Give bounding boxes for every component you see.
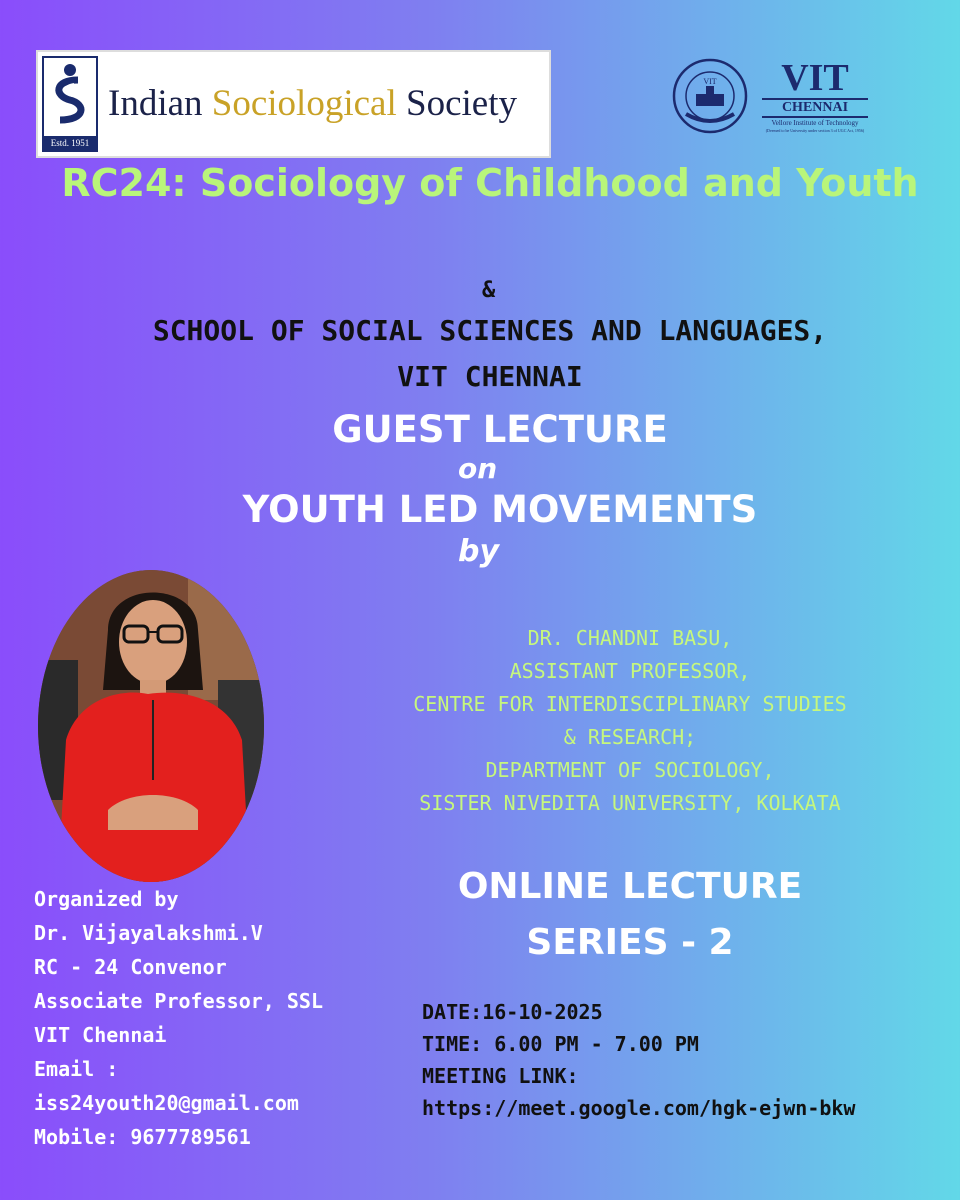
vit-full-name: Vellore Institute of Technology: [771, 119, 859, 127]
speaker-details: [360, 622, 900, 820]
series-heading-1: ONLINE LECTURE: [457, 866, 803, 907]
vit-sub-text: (Deemed to be University under section 3 of UGC Act, 1956): [765, 128, 865, 133]
iss-name: [108, 82, 517, 125]
meeting-link[interactable]: https://meet.google.com/hgk-ejwn-bkw: [422, 1096, 856, 1120]
organizer-mobile: Mobile: 9677789561: [34, 1125, 251, 1149]
event-details: [422, 996, 855, 1124]
rc-title: RC24: Sociology of Childhood and Youth: [61, 161, 919, 205]
speaker-centre: CENTRE FOR INTERDISCIPLINARY STUDIES: [413, 692, 847, 716]
iss-figure-icon: [44, 58, 96, 136]
organizer-heading: Organized by: [34, 887, 179, 911]
speaker-photo: [38, 570, 264, 882]
vit-logo: [672, 58, 872, 140]
guest-lecture-heading: GUEST LECTURE: [332, 408, 668, 451]
by-label: by: [458, 534, 500, 569]
event-date: DATE:16-10-2025: [422, 1000, 603, 1024]
topic-heading: YOUTH LED MOVEMENTS: [242, 488, 758, 531]
iss-name-part2: Sociological: [211, 83, 397, 124]
iss-name-part3: Society: [396, 83, 517, 124]
school-line-2: VIT CHENNAI: [397, 360, 583, 393]
speaker-department: DEPARTMENT OF SOCIOLOGY,: [485, 758, 775, 782]
organizer-role: RC - 24 Convenor: [34, 955, 227, 979]
iss-logo: [36, 50, 551, 158]
organizer-email[interactable]: iss24youth20@gmail.com: [34, 1091, 299, 1115]
ampersand: &: [482, 278, 496, 303]
vit-city-text: CHENNAI: [762, 98, 868, 118]
vit-seal-icon: [672, 58, 748, 134]
school-line-1: SCHOOL OF SOCIAL SCIENCES AND LANGUAGES,: [152, 314, 828, 347]
speaker-title: ASSISTANT PROFESSOR,: [509, 659, 751, 683]
speaker-university: SISTER NIVEDITA UNIVERSITY, KOLKATA: [419, 791, 841, 815]
organizer-institution: VIT Chennai: [34, 1023, 167, 1047]
organizer-position: Associate Professor, SSL: [34, 989, 323, 1013]
speaker-name: DR. CHANDNI BASU,: [527, 626, 733, 650]
vit-wordmark: [756, 58, 874, 134]
organizer-details: [34, 882, 323, 1154]
iss-emblem-icon: [42, 56, 98, 152]
meeting-link-label: MEETING LINK:: [422, 1064, 579, 1088]
series-heading-2: SERIES - 2: [526, 922, 734, 963]
vit-seal-label: VIT: [703, 77, 717, 86]
organizer-email-label: Email :: [34, 1057, 119, 1081]
speaker-portrait-icon: [38, 570, 264, 882]
speaker-centre-cont: & RESEARCH;: [563, 725, 697, 749]
event-time: TIME: 6.00 PM - 7.00 PM: [422, 1032, 699, 1056]
iss-estd-label: Estd. 1951: [44, 136, 96, 150]
organizer-name: Dr. Vijayalakshmi.V: [34, 921, 263, 945]
iss-name-part1: Indian: [108, 83, 212, 124]
on-label: on: [458, 452, 498, 485]
vit-big-text: VIT: [781, 57, 849, 99]
